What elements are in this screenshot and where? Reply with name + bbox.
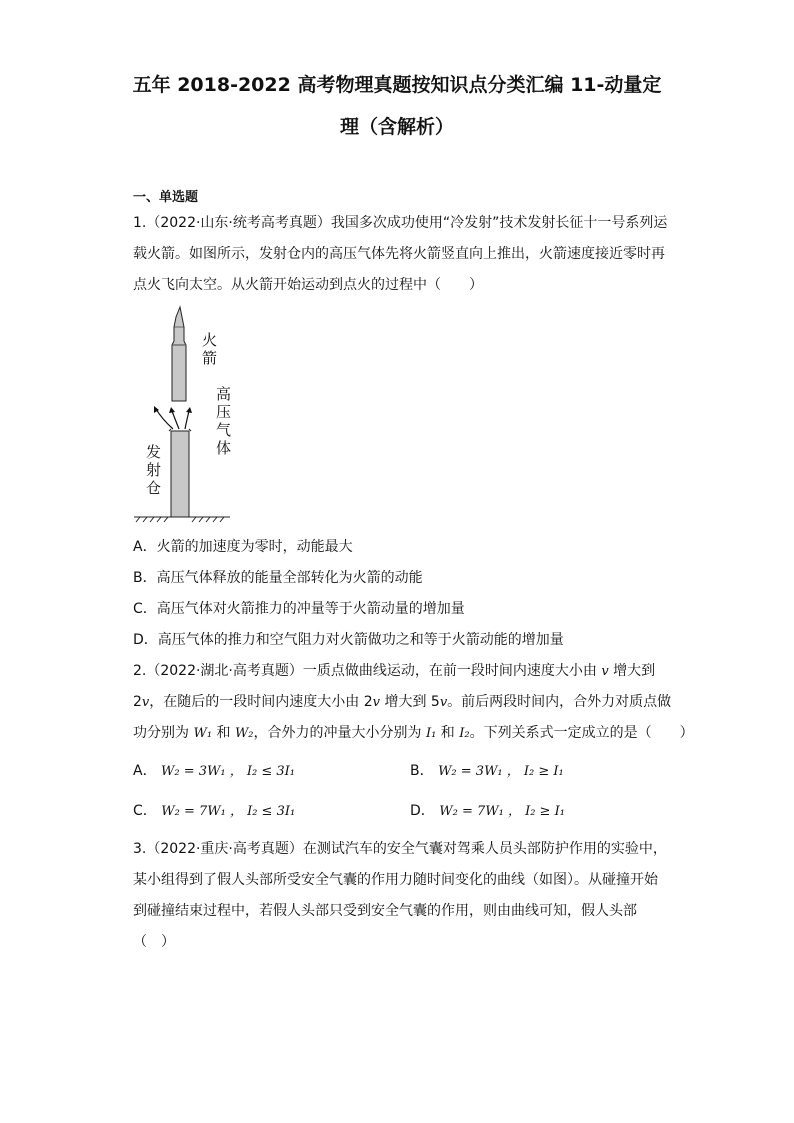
label-rocket-2: 箭 xyxy=(202,349,218,367)
q2-symbol-v: v xyxy=(141,695,150,710)
q2-line3-text: 。下列关系式一定成立的是（ ） xyxy=(469,725,694,741)
label-gas-4: 体 xyxy=(216,439,232,457)
q2-option-b-expr: W₂ = 3W₁ ， I₂ ≥ I₁ xyxy=(438,764,564,779)
q2-symbol-w1: W₁ xyxy=(193,726,213,741)
ground-line xyxy=(134,517,230,522)
q1-option-c: C．高压气体对火箭推力的冲量等于火箭动量的增加量 xyxy=(133,601,465,617)
label-gas-1: 高 xyxy=(216,385,232,403)
q1-option-d: D．高压气体的推力和空气阻力对火箭做功之和等于火箭动能的增加量 xyxy=(133,632,564,648)
label-rocket-1: 火 xyxy=(202,331,218,349)
q2-option-d-expr: W₂ = 7W₁ ， I₂ ≥ I₁ xyxy=(439,804,565,819)
document-title-line-1: 五年 2018-2022 高考物理真题按知识点分类汇编 11-动量定 xyxy=(132,74,662,96)
q1-option-b: B．高压气体释放的能量全部转化为火箭的动能 xyxy=(133,570,423,586)
q2-line2-text: 。前后两段时间内，合外力对质点做 xyxy=(447,694,672,710)
q2-stem-line-3 xyxy=(133,722,694,742)
q2-option-a-label: A． xyxy=(133,763,157,779)
label-silo-1: 发 xyxy=(146,443,162,461)
label-gas-3: 气 xyxy=(216,421,232,439)
q2-option-b-label: B． xyxy=(410,763,434,779)
label-silo-2: 射 xyxy=(146,461,162,479)
q2-line1-end: 增大到 xyxy=(613,663,656,679)
q2-line3-text: 和 xyxy=(436,725,460,741)
q2-option-a xyxy=(133,760,295,780)
q1-stem-line-1: 1.（2022·山东·统考高考真题）我国多次成功使用“冷发射”技术发射长征十一号系列运 xyxy=(133,215,668,231)
q2-line1-text: 2.（2022·湖北·高考真题）一质点做曲线运动，在前一段时间内速度大小由 xyxy=(133,663,597,679)
q1-option-a: A．火箭的加速度为零时，动能最大 xyxy=(133,539,353,555)
q3-stem-line-4: （ ） xyxy=(133,934,175,950)
q2-option-b xyxy=(410,760,564,780)
q2-line2-text: ，在随后的一段时间内速度大小由 2 xyxy=(149,694,373,710)
launch-silo xyxy=(169,429,191,517)
q3-stem-line-3: 到碰撞结束过程中，若假人头部只受到安全气囊的作用，则由曲线可知，假人头部 xyxy=(133,903,637,919)
q2-line2-num: 2 xyxy=(133,694,142,710)
q2-option-d-label: D． xyxy=(410,803,435,819)
q2-line3-text: ，合外力的冲量大小分别为 xyxy=(253,725,426,741)
q2-option-c xyxy=(133,800,295,820)
q2-stem-line-1 xyxy=(133,660,655,680)
q2-line3-text: 和 xyxy=(212,725,235,741)
q2-option-d xyxy=(410,800,565,820)
q2-symbol-w2: W₂ xyxy=(234,726,254,741)
q1-stem-line-3: 点火飞向太空。从火箭开始运动到点火的过程中（ ） xyxy=(133,277,483,293)
rocket-shape xyxy=(172,307,186,401)
q1-stem-line-2: 载火箭。如图所示，发射仓内的高压气体先将火箭竖直向上推出，火箭速度接近零时再 xyxy=(133,246,665,262)
label-silo-3: 仓 xyxy=(146,479,162,497)
rocket-launch-figure xyxy=(132,305,242,523)
document-title-line-2: 理（含解析） xyxy=(339,116,454,138)
q2-symbol-v: v xyxy=(601,664,609,679)
q3-stem-line-2: 某小组得到了假人头部所受安全气囊的作用力随时间变化的曲线（如图）。从碰撞开始 xyxy=(133,872,658,888)
q2-option-c-label: C． xyxy=(133,803,157,819)
q2-option-a-expr: W₂ = 3W₁ ， I₂ ≤ 3I₁ xyxy=(161,764,295,779)
section-heading: 一、单选题 xyxy=(133,190,199,205)
q2-line2-text: 增大到 5 xyxy=(380,694,440,710)
q2-symbol-v: v xyxy=(372,695,380,710)
q2-symbol-i1: I₁ xyxy=(425,726,437,741)
q2-stem-line-2 xyxy=(133,691,671,711)
q3-stem-line-1: 3.（2022·重庆·高考真题）在测试汽车的安全气囊对驾乘人员头部防护作用的实验中， xyxy=(133,841,667,857)
q2-option-c-expr: W₂ = 7W₁ ， I₂ ≤ 3I₁ xyxy=(161,804,296,819)
q2-line3-text: 功分别为 xyxy=(133,725,194,741)
q2-symbol-v: v xyxy=(439,695,448,710)
label-gas-2: 压 xyxy=(216,403,232,421)
q2-symbol-i2: I₂ xyxy=(459,726,470,741)
